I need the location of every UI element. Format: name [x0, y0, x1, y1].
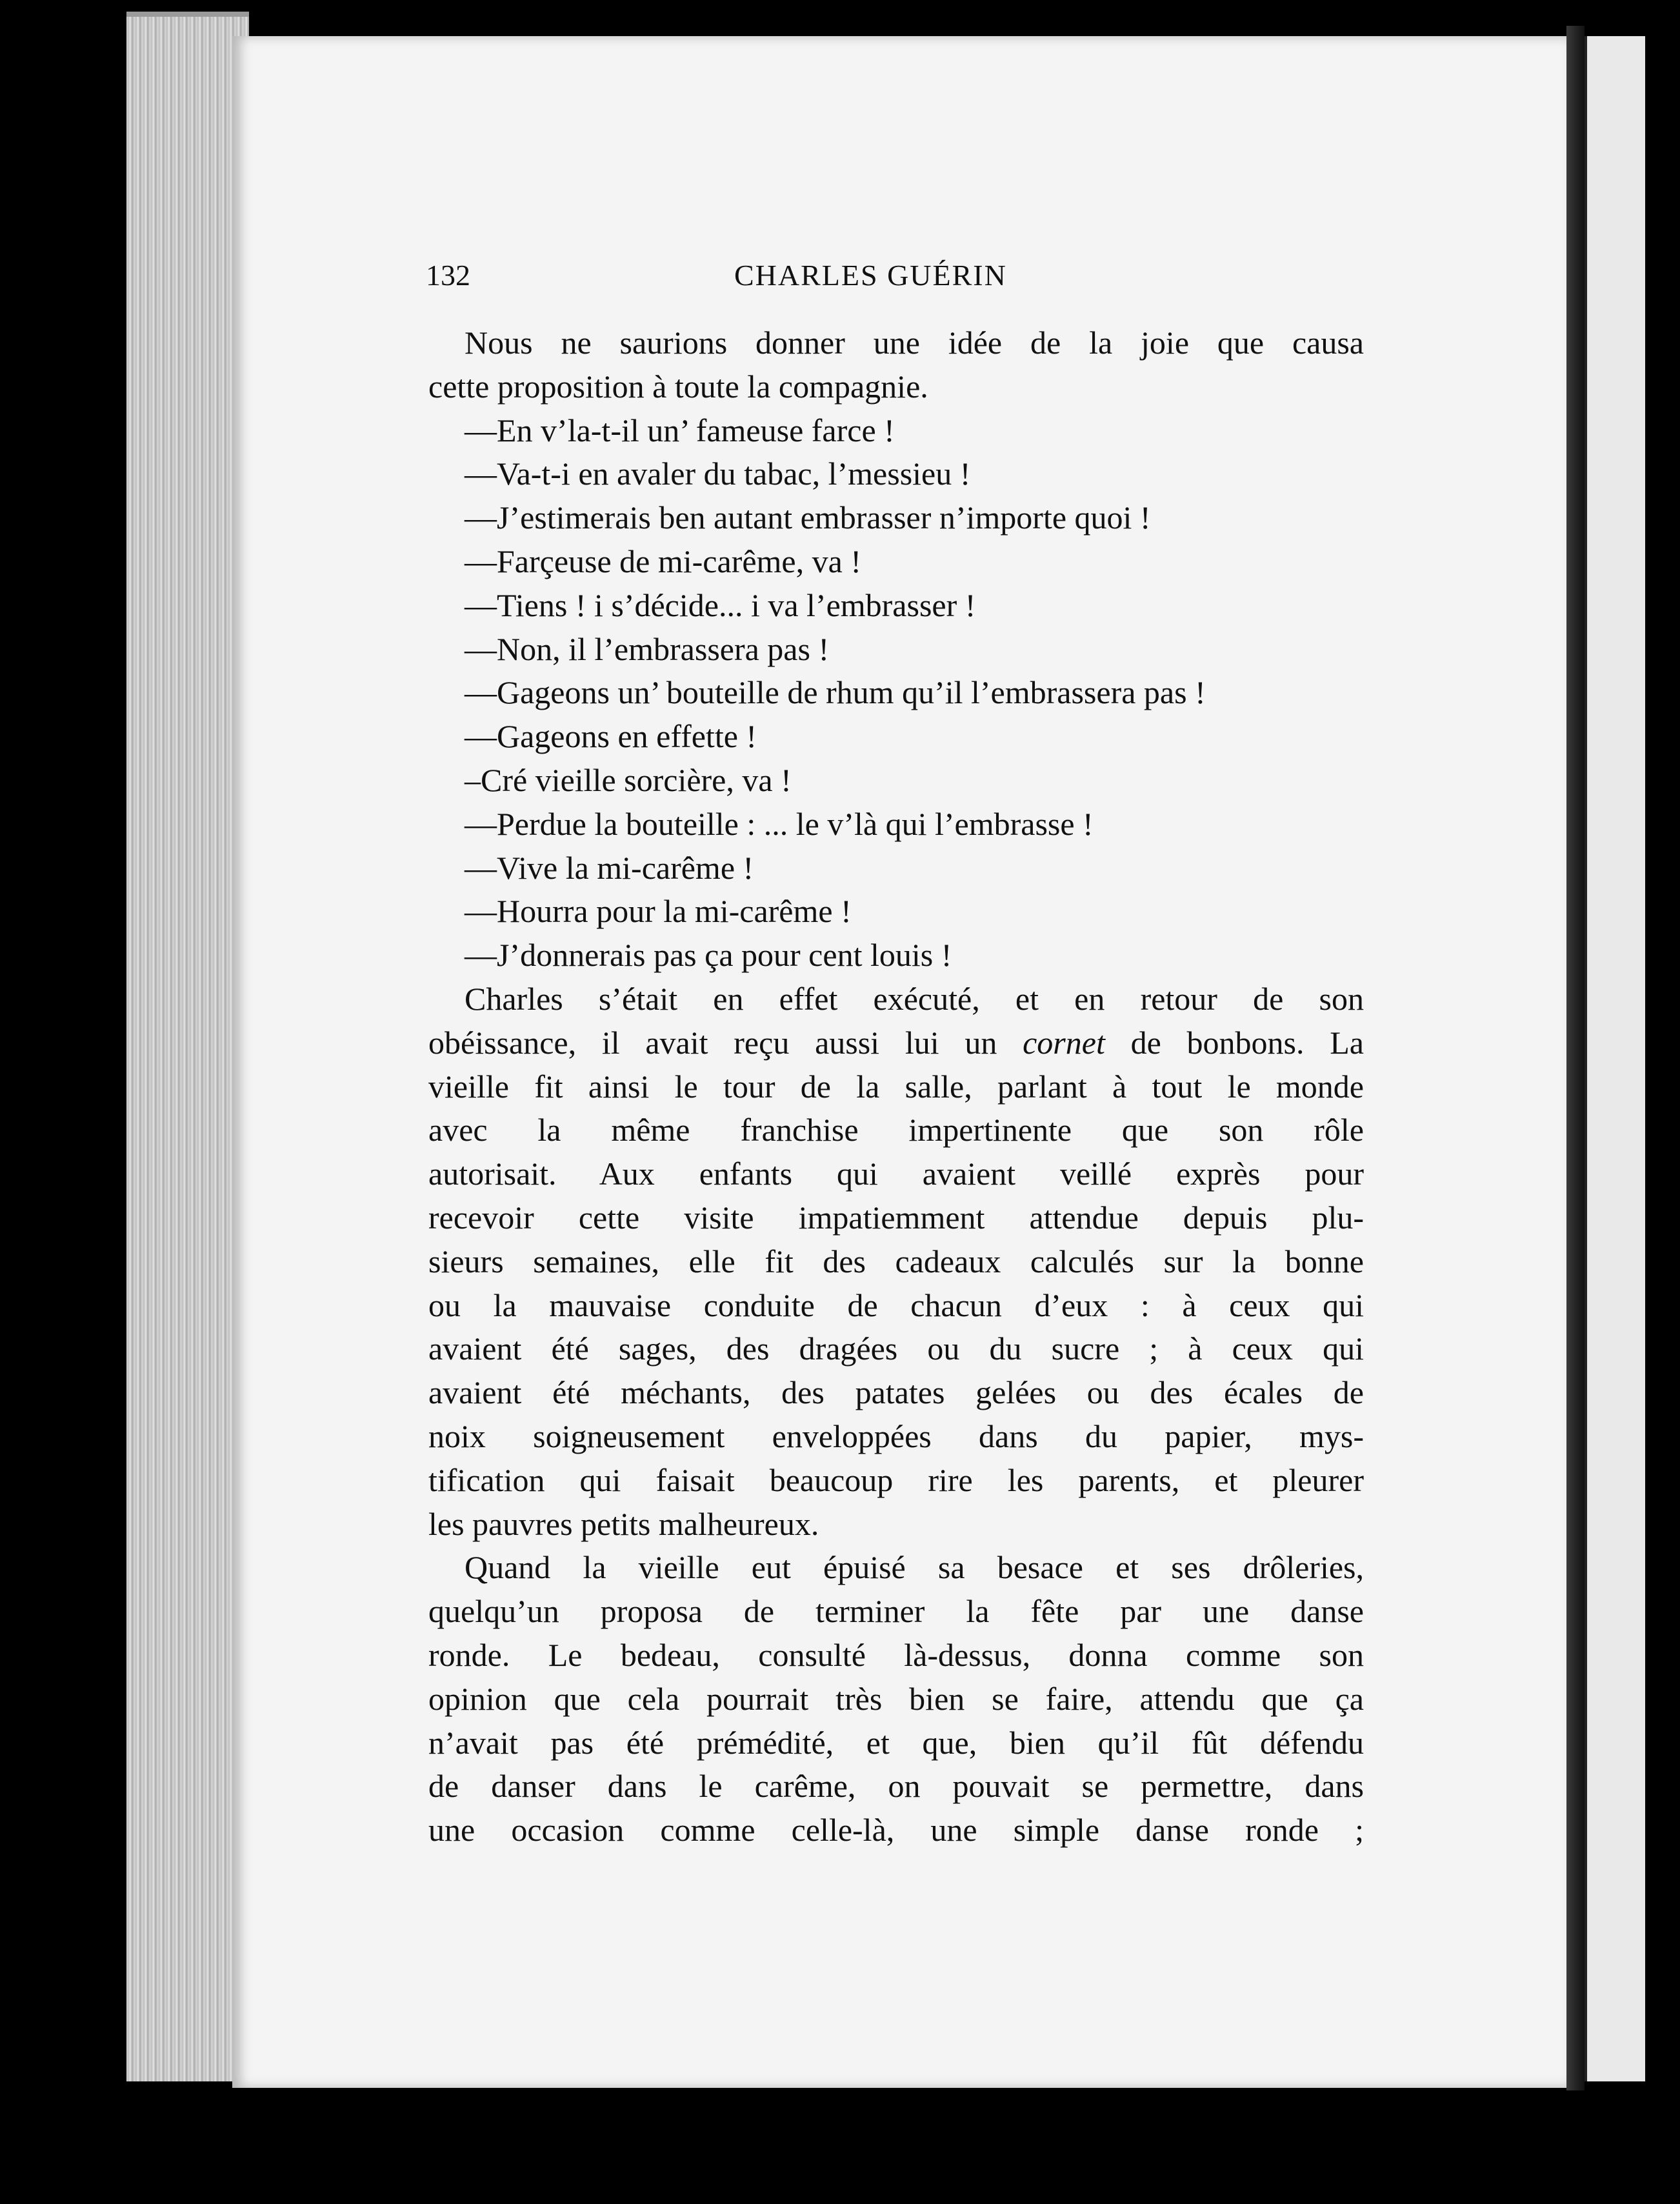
text-line: —Perdue la bouteille : ... le v’là qui l’embrasse ! [465, 805, 1094, 842]
text-line: Nous ne saurions donner une idée de la joie que causa [465, 325, 1364, 361]
running-title: CHARLES GUÉRIN [734, 259, 1007, 292]
text-line: ou la mauvaise conduite de chacun d’eux : à ceux qui [428, 1287, 1364, 1323]
text-line: avaient été sages, des dragées ou du sucre ; à ceux qui [428, 1330, 1364, 1367]
book-gutter [1566, 26, 1585, 2090]
page-number: 132 [426, 259, 470, 292]
text-line: —J’donnerais pas ça pour cent louis ! [465, 937, 952, 974]
text-line: —Hourra pour la mi-carême ! [465, 893, 852, 930]
text-line [428, 1021, 1364, 1065]
text-line: —J’estimerais ben autant embrasser n’importe quoi ! [465, 499, 1151, 536]
body-text [428, 321, 1364, 1852]
italic-word: cornet [1023, 1024, 1105, 1061]
text-fragment: obéissance, il avait reçu aussi lui un [428, 1024, 1023, 1061]
text-line: Quand la vieille eut épuisé sa besace et ses drôleries, [465, 1549, 1364, 1586]
text-line: opinion que cela pourrait très bien se faire, attendu que ça [428, 1680, 1364, 1717]
text-line: —Tiens ! i s’décide... i va l’embrasser ! [465, 586, 976, 623]
text-line: —Non, il l’embrassera pas ! [465, 630, 830, 667]
text-line: —Vive la mi-carême ! [465, 849, 754, 886]
facing-page-edge [1585, 36, 1645, 2081]
text-line: —Gageons en effette ! [465, 718, 757, 755]
text-line: n’avait pas été prémédité, et que, bien qu’il fût défendu [428, 1724, 1364, 1761]
text-line: —Farçeuse de mi-carême, va ! [465, 543, 861, 579]
text-line: sieurs semaines, elle fit des cadeaux calculés sur la bonne [428, 1243, 1364, 1279]
page-header [426, 258, 1368, 303]
text-line: —Va-t-i en avaler du tabac, l’messieu ! [465, 456, 971, 492]
text-line: une occasion comme celle-là, une simple danse ronde ; [428, 1812, 1364, 1848]
text-line: vieille fit ainsi le tour de la salle, parlant à tout le monde [428, 1068, 1364, 1105]
book-page-edges [126, 12, 249, 2081]
text-line: avaient été méchants, des patates gelées ou des écales de [428, 1374, 1364, 1411]
text-line: noix soigneusement enveloppées dans du papier, mys- [428, 1418, 1364, 1454]
text-line: cette proposition à toute la compagnie. [428, 368, 928, 405]
text-line: autorisait. Aux enfants qui avaient veillé exprès pour [428, 1156, 1364, 1192]
text-line: avec la même franchise impertinente que son rôle [428, 1112, 1364, 1148]
text-line: –Cré vieille sorcière, va ! [465, 761, 792, 798]
text-line: Charles s’était en effet exécuté, et en retour de son [465, 980, 1364, 1017]
text-line: ronde. Le bedeau, consulté là-dessus, donna comme son [428, 1636, 1364, 1673]
text-line: les pauvres petits malheureux. [428, 1505, 819, 1542]
text-line: —En v’la-t-il un’ fameuse farce ! [465, 412, 895, 448]
text-line: quelqu’un proposa de terminer la fête par une danse [428, 1593, 1364, 1630]
text-line: tification qui faisait beaucoup rire les parents, et pleurer [428, 1461, 1364, 1498]
text-line: recevoir cette visite impatiemment attendue depuis plu- [428, 1199, 1364, 1236]
text-line: —Gageons un’ bouteille de rhum qu’il l’embrassera pas ! [465, 674, 1206, 711]
text-fragment: de bonbons. La [1105, 1024, 1364, 1061]
text-line: de danser dans le carême, on pouvait se permettre, dans [428, 1768, 1364, 1805]
